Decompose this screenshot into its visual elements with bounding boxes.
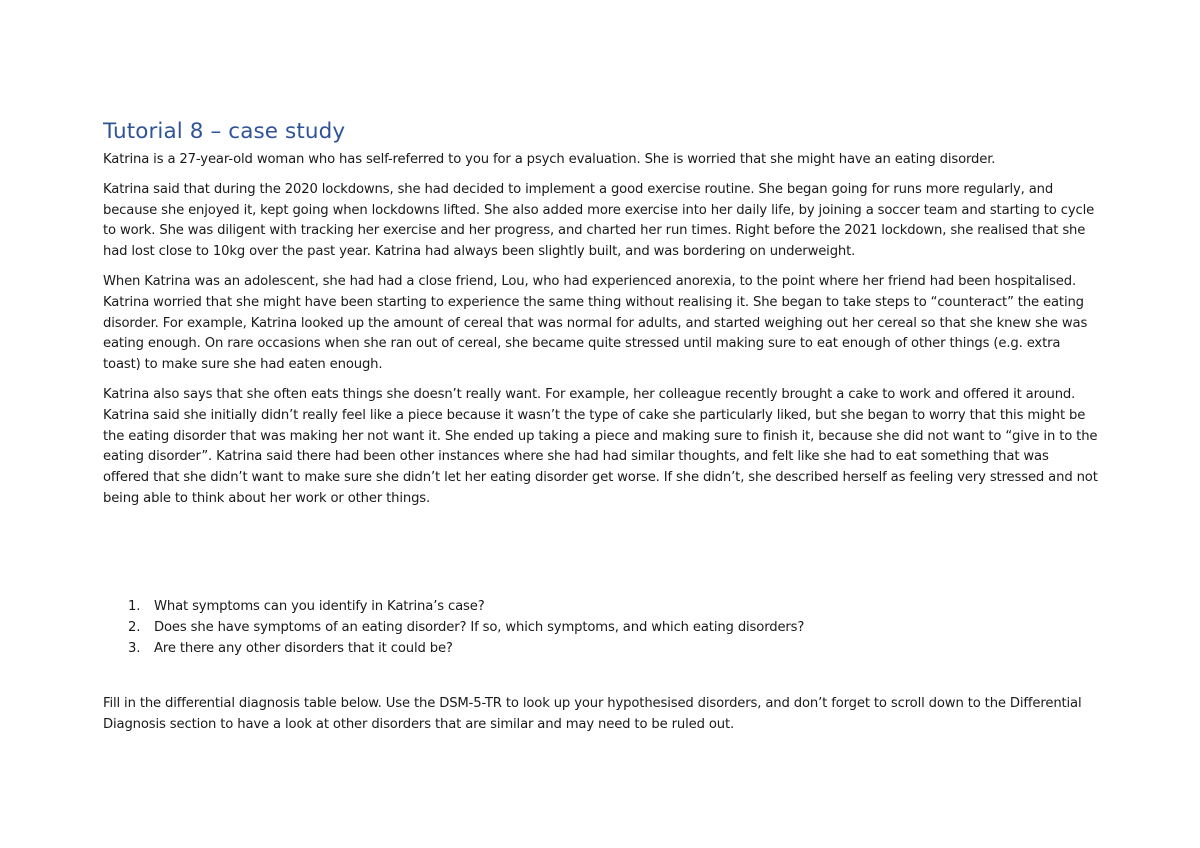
document-page: [103, 118, 1098, 745]
list-number: 2.: [128, 619, 141, 635]
question-text: Does she have symptoms of an eating disorder? If so, which symptoms, and which eating disorders?: [154, 619, 805, 635]
intro-paragraph: Katrina is a 27-year-old woman who has self-referred to you for a psych evaluation. She is worried that she might have an eating disorder.: [103, 152, 996, 167]
spacer: [103, 519, 1098, 596]
adolescence-paragraph: When Katrina was an adolescent, she had had a close friend, Lou, who had experienced anorexia, to the point where her friend had been hospitalised. Katrina worried that she might have been starting to experience the same thing without realising it. She began to take steps to “counteract” the eating disorder. For example, Katrina looked up the amount of cereal that was normal for adults, and started weighing out her cereal so that she knew she was eating enough. On rare occasions when she ran out of cereal, she became quite stressed until making sure to eat enough of other things (e.g. extra toast) to make sure she had eaten enough.: [103, 273, 1088, 373]
question-list: [103, 596, 1098, 660]
list-number: 1.: [128, 598, 141, 614]
spacer: [103, 659, 1098, 694]
question-text: Are there any other disorders that it could be?: [154, 641, 453, 657]
eating-behaviour-paragraph: Katrina also says that she often eats things she doesn’t really want. For example, her colleague recently brought a cake to work and offered it around. Katrina said she initially didn’t really feel like a piece because it wasn’t the type of cake she particularly liked, but she began to worry that this might be the eating disorder that was making her not want it. She ended up taking a piece and making sure to finish it, because she did not want to “give in to the eating disorder”. Katrina said there had been other instances where she had had similar thoughts, and felt like she had to eat something that was offered that she didn’t want to make sure she didn’t let her eating disorder get worse. If she didn’t, she described herself as feeling very stressed and not being able to think about her work or other things.: [103, 386, 1098, 506]
instructions-paragraph: Fill in the differential diagnosis table below. Use the DSM-5-TR to look up your hypothesised disorders, and don’t forget to scroll down to the Differential Diagnosis section to have a look at other disorders that are similar and may need to be ruled out.: [103, 696, 1082, 733]
page-title: Tutorial 8 – case study: [103, 119, 346, 144]
list-item: [103, 617, 1098, 638]
list-item: [103, 638, 1098, 659]
question-text: What symptoms can you identify in Katrina’s case?: [154, 598, 485, 614]
list-item: [103, 596, 1098, 617]
exercise-paragraph: Katrina said that during the 2020 lockdowns, she had decided to implement a good exercise routine. She began going for runs more regularly, and because she enjoyed it, kept going when lockdowns lifted. She also added more exercise into her daily life, by joining a soccer team and starting to cycle to work. She was diligent with tracking her exercise and her progress, and charted her run times. Right before the 2021 lockdown, she realised that she had lost close to 10kg over the past year. Katrina had always been slightly built, and was bordering on underweight.: [103, 181, 1095, 260]
list-number: 3.: [128, 641, 141, 657]
